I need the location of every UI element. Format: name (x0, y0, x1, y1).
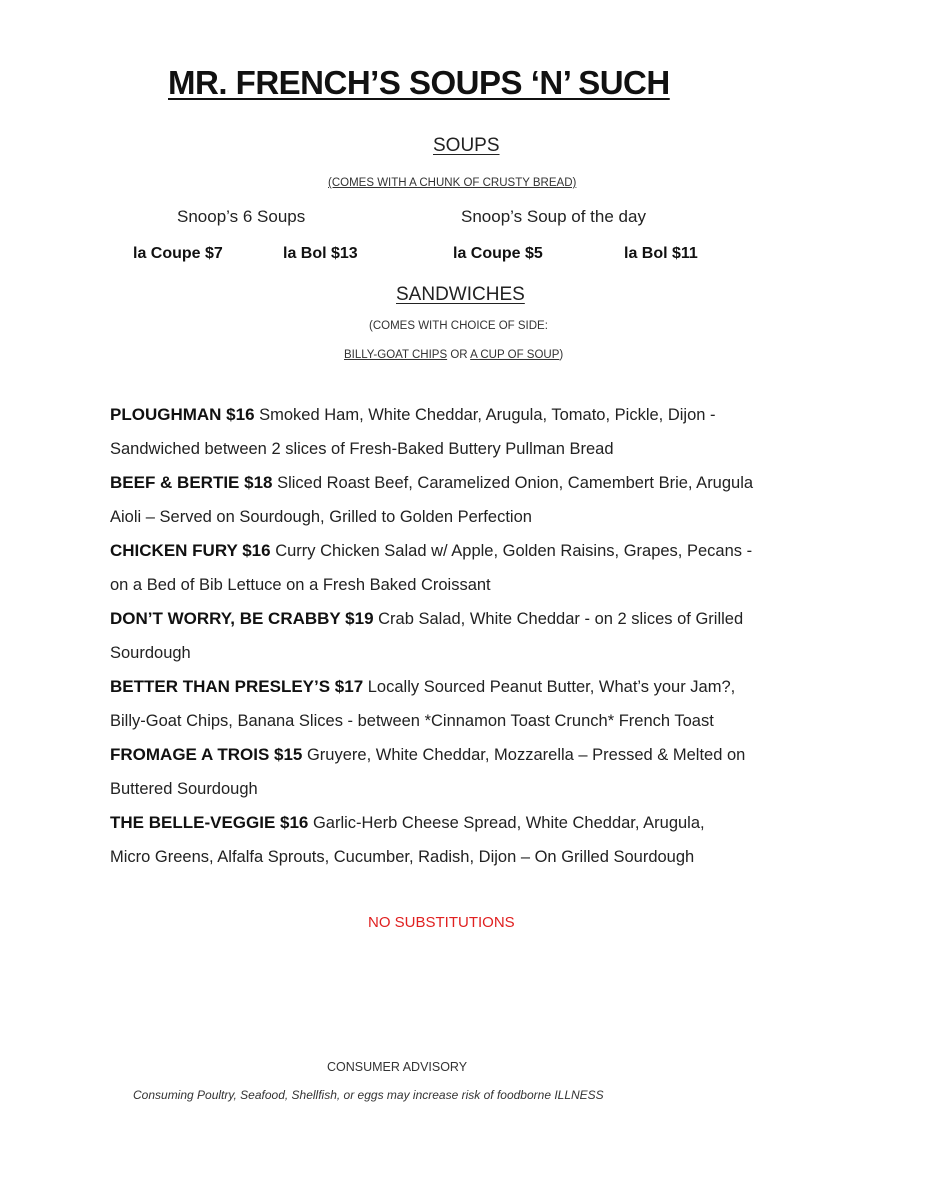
menu-item-name: DON’T WORRY, BE CRABBY $19 (110, 609, 374, 628)
menu-item-name: CHICKEN FURY $16 (110, 541, 271, 560)
menu-item-desc-line2: on a Bed of Bib Lettuce on a Fresh Baked Croissant (110, 576, 491, 594)
soup-of-day-bol-price: la Bol $11 (624, 245, 698, 262)
menu-item-desc-line2: Sandwiched between 2 slices of Fresh-Baked Buttery Pullman Bread (110, 440, 614, 458)
menu-item-name: BETTER THAN PRESLEY’S $17 (110, 677, 364, 696)
menu-item-desc-line2: Micro Greens, Alfalfa Sprouts, Cucumber, Radish, Dijon – On Grilled Sourdough (110, 848, 695, 866)
menu-item-desc: Sliced Roast Beef, Caramelized Onion, Camembert Brie, Arugula (272, 474, 754, 492)
soups-heading: SOUPS (433, 135, 500, 156)
menu-item (110, 602, 830, 670)
side-option-close: ) (559, 349, 564, 361)
no-substitutions-notice: NO SUBSTITUTIONS (368, 914, 515, 931)
consumer-advisory-text: Consuming Poultry, Seafood, Shellfish, or eggs may increase risk of foodborne ILLNESS (133, 1088, 604, 1102)
side-option-chips: BILLY-GOAT CHIPS (344, 349, 448, 361)
sandwich-list (110, 398, 830, 874)
soups-6-bol-price: la Bol $13 (283, 245, 358, 262)
soups-6-coupe-price: la Coupe $7 (133, 245, 223, 262)
menu-item-line1 (110, 534, 830, 568)
menu-item-line1 (110, 602, 830, 636)
soup-of-day-coupe-price: la Coupe $5 (453, 245, 543, 262)
sandwiches-note-line2 (344, 349, 563, 361)
menu-item-desc: Garlic-Herb Cheese Spread, White Cheddar, Arugula, (308, 814, 705, 832)
soups-6-label: Snoop’s 6 Soups (177, 207, 306, 226)
menu-item-name: THE BELLE-VEGGIE $16 (110, 813, 309, 832)
menu-item-line1 (110, 398, 830, 432)
side-option-soup: A CUP OF SOUP (470, 349, 560, 361)
menu-item (110, 670, 830, 738)
menu-item (110, 806, 830, 874)
menu-item-desc: Locally Sourced Peanut Butter, What’s your Jam?, (363, 678, 736, 696)
consumer-advisory-heading: CONSUMER ADVISORY (327, 1060, 468, 1074)
sandwiches-heading: SANDWICHES (396, 284, 525, 305)
menu-item-name: PLOUGHMAN $16 (110, 405, 255, 424)
menu-item-desc-line2: Sourdough (110, 644, 191, 662)
menu-item-line1 (110, 738, 830, 772)
menu-item-desc: Curry Chicken Salad w/ Apple, Golden Raisins, Grapes, Pecans - (270, 542, 753, 560)
menu-item-desc: Gruyere, White Cheddar, Mozzarella – Pressed & Melted on (302, 746, 746, 764)
side-option-or: OR (447, 349, 471, 361)
menu-item-name: BEEF & BERTIE $18 (110, 473, 273, 492)
soup-of-day-label: Snoop’s Soup of the day (461, 207, 646, 226)
menu-item-desc-line2: Aioli – Served on Sourdough, Grilled to Golden Perfection (110, 508, 532, 526)
menu-item-line1 (110, 670, 830, 704)
menu-item-desc: Crab Salad, White Cheddar - on 2 slices of Grilled (373, 610, 744, 628)
menu-item-line1 (110, 806, 830, 840)
menu-item-desc-line2: Billy-Goat Chips, Banana Slices - between *Cinnamon Toast Crunch* French Toast (110, 712, 714, 730)
menu-item (110, 534, 830, 602)
menu-title: MR. FRENCH’S SOUPS ‘N’ SUCH (168, 64, 670, 101)
sandwiches-note-line1: (COMES WITH CHOICE OF SIDE: (369, 320, 548, 332)
menu-item (110, 398, 830, 466)
soups-note: (COMES WITH A CHUNK OF CRUSTY BREAD) (328, 177, 577, 189)
menu-item-desc: Smoked Ham, White Cheddar, Arugula, Tomato, Pickle, Dijon - (254, 406, 716, 424)
menu-item-desc-line2: Buttered Sourdough (110, 780, 258, 798)
menu-item-name: FROMAGE A TROIS $15 (110, 745, 303, 764)
menu-item-line1 (110, 466, 830, 500)
menu-item (110, 466, 830, 534)
menu-item (110, 738, 830, 806)
